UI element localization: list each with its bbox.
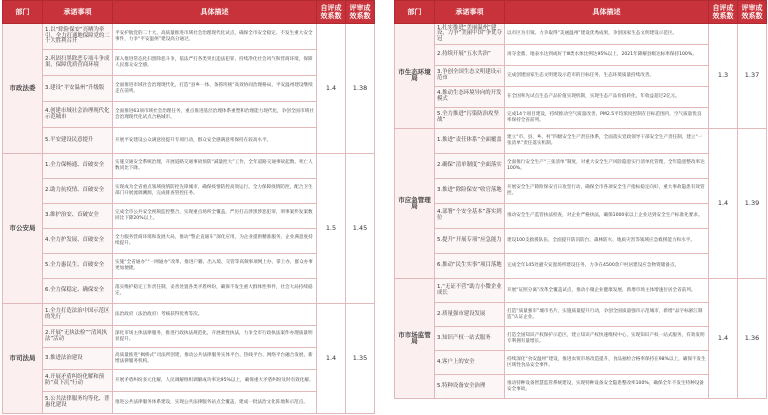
commitment-item: 3.推进“除险保安”收官落地: [435, 179, 505, 204]
commitment-item: 4.开展矛盾纠纷化解和预防“双下沉”行动: [43, 370, 113, 392]
commitment-description: 全面推进63项市域社会治理任务，重点推进基层治理体系重塑和治理能力现代化，争创全国市域社会治理现代化试点合格城市。: [113, 102, 317, 128]
commitment-item: 2.开展“无执法检”“清风执法”活动: [43, 326, 113, 348]
eval-score: 1.36: [738, 279, 767, 399]
commitment-item: 1.全力保畅通、首破安全: [43, 154, 113, 179]
table-row: [395, 129, 767, 154]
commitment-item: 6.推动“民生实事”项目落地: [435, 254, 505, 279]
dept-cell: 市市场监管局: [395, 279, 435, 399]
header-self: 自评成效系数: [709, 1, 738, 24]
commitment-description: 推动安全生产监管执法检查，对企业严格执法，确保1000家以上企业达到安全生产标准化要求。: [505, 204, 709, 229]
left-table-panel: [2, 0, 374, 415]
commitment-description: 全面推进市域社会治理现代化，打造“县乡一体、条抓块统”高效协同治理格局，平安温州建设继续走在前列。: [113, 76, 317, 102]
eval-score: 1.39: [738, 129, 767, 279]
commitment-item: 3.争创全国生态文明建设示范市: [435, 66, 505, 87]
commitment-description: 再夺金鼎，地表水达到或好于Ⅲ类水体比例达95%以上，2021年降解县级达标率保持100%。: [505, 45, 709, 66]
dept-cell: 市应急管理局: [395, 129, 435, 279]
self-score: 1.4: [709, 129, 738, 279]
commitment-item: 3.推进法治建设: [43, 348, 113, 370]
commitment-description: 完成全市公共安全视频监控整合，实现重点场所全覆盖，严厉打击涉黑涉恶犯罪，刑事案件发案数同比下降20%以上。: [113, 204, 317, 229]
table-row: [3, 304, 375, 326]
header-self: 自评成效系数: [317, 1, 346, 24]
commitment-description: 实施“全省通办”“一网通办”改革，推进户籍、出入境、交管等高频事项网上办、掌上办，群众办事更加便捷。: [113, 254, 317, 279]
commitment-item: 5.全力推进“污染防治攻坚战”: [435, 108, 505, 129]
commitment-description: 完成14个项目建设，持续推动空气质量改善，PM2.5平均浓度控制在目标范围内，空气质量优良率保持全省前列。: [505, 108, 709, 129]
commitment-item: 4.创建市域社会治理现代化示范城市: [43, 102, 113, 128]
commitment-item: 1.推进“责任体系”全面覆盖: [435, 129, 505, 154]
commitment-description: 开展平安建设公众满意度提升专项行动，群众安全感满意率保持在较高水平。: [113, 128, 317, 154]
commitment-description: 推动特种设备智慧监管系统建设，实现特种设备安全隐患整改率100%，确保全年不发生特种设备安全事故。: [505, 375, 709, 399]
commitment-item: 4.推动生态环境导向的开发模式: [435, 87, 505, 108]
eval-score: 1.45: [346, 154, 375, 304]
eval-score: 1.38: [346, 24, 375, 154]
commitment-item: 3.建设“平安温州”升级版: [43, 76, 113, 102]
right-table-panel: [394, 0, 766, 415]
commitment-description: 实施交通安全系统治理，开展道路交通事故预防“减量控大”工作，全年道路交通事故起数、死亡人数同比下降。: [113, 154, 317, 179]
commitment-description: 落实维护稳定工作责任制，妥善处置各类矛盾纠纷，确保不发生重大群体性事件，社会大局持续稳定。: [113, 279, 317, 304]
commitment-description: 推进公共法律服务体系建设，实现公共法律服务站点全覆盖，建成一批法治文化阵地和示范点。: [113, 392, 317, 414]
commitment-description: 建立“市、县、乡、村”四级安全生产责任体系，全面落实党政领导干部安全生产责任制，建立“一张清单”责任落实机制。: [505, 129, 709, 154]
commitment-description: 深入推进常态化扫黑除恶斗争，依法严打各类突出违法犯罪，持续净化社会风气和营商环境，保障人民群众安全感。: [113, 50, 317, 76]
commitment-description: 建设100支救援队伍，全面提升防汛防台、森林防火、地质灾害等领域应急救援能力和水平。: [505, 229, 709, 254]
commitment-description: 高质量推进“枫桥式”司法所创建，推动公共法律服务实体平台、热线平台、网络平台融合发展，新增法律服务机构。: [113, 348, 317, 370]
commitment-item: 4.部署“个安全基本”落实到位: [435, 204, 505, 229]
commitment-item: 5.公共法律服务均等化、普惠化建设: [43, 392, 113, 414]
commitment-item: 5.平安建设民意提升: [43, 128, 113, 154]
table-row: [3, 24, 375, 50]
commitment-description: 完成全年145处避灾安置场所建设任务，力争在4500余户村居建设应急物资储备点。: [505, 254, 709, 279]
commitment-description: 打造全国知识产权保护示范区，建立知识产权快速维权中心，实现知识产权一站式服务，有效发明专利拥有量增长。: [505, 327, 709, 351]
commitment-description: 实现成为全省重点领域疫情防控先锋城市，确保疫情防控高效运行。全力保障疫情防控，配合卫生部门开展流调溯源，完成排查管控任务。: [113, 179, 317, 204]
header-eval: 评审成效系数: [346, 1, 375, 24]
right-commitment-table: [394, 0, 767, 399]
commitment-description: 以市区为引领、力争取得“美丽温州”建设优秀成果，争创国家生态文明建设示范区。: [505, 24, 709, 45]
commitment-item: 2.助力抗疫情、首破安全: [43, 179, 113, 204]
commitment-item: 5.全力惠民生、首破安全: [43, 254, 113, 279]
commitment-item: 4.客户上的安全: [435, 351, 505, 375]
commitment-description: 平安护航党的二十大，高质量推进市域社会治理现代化试点，确保全市安全稳定、不发生重大安全事件，力争“平安温州”建设高分通过。: [113, 24, 317, 50]
dept-cell: 市司法局: [3, 304, 43, 414]
table-row: [3, 154, 375, 179]
left-commitment-table: [2, 0, 375, 414]
dept-cell: 市生态环境局: [395, 24, 435, 129]
commitment-item: 3.知识产权一站式服务: [435, 327, 505, 351]
table-row: [395, 24, 767, 45]
commitment-description: 开展“证照分离”改革全覆盖试点，推动小微企业健康发展，新增市场主体增速位居全省前列。: [505, 279, 709, 303]
commitment-description: 在全国率先试点生态产品价值实现机制，实现生态产品价值转化，年收益超过2亿元。: [505, 87, 709, 108]
commitment-item: 1.以“除险保安”亮晒为牵引，全力打通地保障党的二十大胜利召开: [43, 24, 113, 50]
commitment-description: 完成创建国家生态文明建设示范市的目标任务，生态环境质量持续改善。: [505, 66, 709, 87]
commitment-item: 2.质量强市建设发展: [435, 303, 505, 327]
commitment-description: 开展安全生产除险保安百日攻坚行动，确保全市各项安全生产指标稳定向好，重大事故隐患有效管控。: [505, 179, 709, 204]
header-item: 承诺事项: [43, 1, 113, 24]
commitment-item: 5.提升“开展专项”应急能力: [435, 229, 505, 254]
dept-cell: 市公安局: [3, 154, 43, 304]
self-score: 1.4: [317, 24, 346, 154]
header-eval: 评审成效系数: [738, 1, 767, 24]
commitment-item: 4.全力护发展、首破安全: [43, 229, 113, 254]
commitment-description: 开展矛盾纠纷多元化解，人民调解组织调解成功率达95%以上，确保重大矛盾纠纷及时有效化解。: [113, 370, 317, 392]
commitment-item: 5.特种设备安全治理: [435, 375, 505, 399]
commitment-item: 2.确保“清单制度”全面落实: [435, 154, 505, 179]
commitment-item: 3.维护治安、首破安全: [43, 204, 113, 229]
header-desc: 具体描述: [113, 1, 317, 24]
self-score: 1.4: [709, 279, 738, 399]
commitment-item: 1.扎实推进“美丽温州”建设，力争“美丽中国”争优夺冠: [435, 24, 505, 45]
commitment-item: 2.巩固扫黑除恶专项斗争成果，保障优质营商环境: [43, 50, 113, 76]
commitment-description: 深化市场主体法律服务，推进行政执法规范化，开展柔性执法，力争全市行政执法案件办理质量明显提升。: [113, 326, 317, 348]
eval-score: 1.37: [738, 24, 767, 129]
commitment-description: 全力服务营商环境和发展大局，推动“警企直通车”深化应用，为企业提供精准服务，企业满意度持续提升。: [113, 229, 317, 254]
table-row: [395, 279, 767, 303]
header-desc: 具体描述: [505, 1, 709, 24]
commitment-item: 6.全力保稳定、确保安全: [43, 279, 113, 304]
header-item: 承诺事项: [435, 1, 505, 24]
commitment-description: 法治政府（法治政府）考核获得优秀等次。: [113, 304, 317, 326]
commitment-item: 2.持续开展“五水共治”: [435, 45, 505, 66]
dept-cell: 市政法委: [3, 24, 43, 154]
header-dept: 部门: [3, 1, 43, 24]
commitment-description: 全面推行安全生产“三张清单”制度，对重大安全生产风险隐患实行清单化管理，全年隐患整改率达100%。: [505, 154, 709, 179]
self-score: 1.3: [709, 24, 738, 129]
self-score: 1.5: [317, 154, 346, 304]
self-score: 1.4: [317, 304, 346, 414]
header-dept: 部门: [395, 1, 435, 24]
eval-score: 1.35: [346, 304, 375, 414]
commitment-item: 1.“无证不营”助力小微企业成长: [435, 279, 505, 303]
commitment-description: 持续深化“食安温州”建设，推进农贸市场改造提升，食品抽检合格率保持在98%以上，确保不发生区域性食品安全事件。: [505, 351, 709, 375]
commitment-item: 1.全力打造法治中国示范区的先行: [43, 304, 113, 326]
commitment-description: 打造“质量强市”城市名片，实施质量提升行动，争创全国质量强市示范城市，新增“品字标浙江制造”认证企业。: [505, 303, 709, 327]
